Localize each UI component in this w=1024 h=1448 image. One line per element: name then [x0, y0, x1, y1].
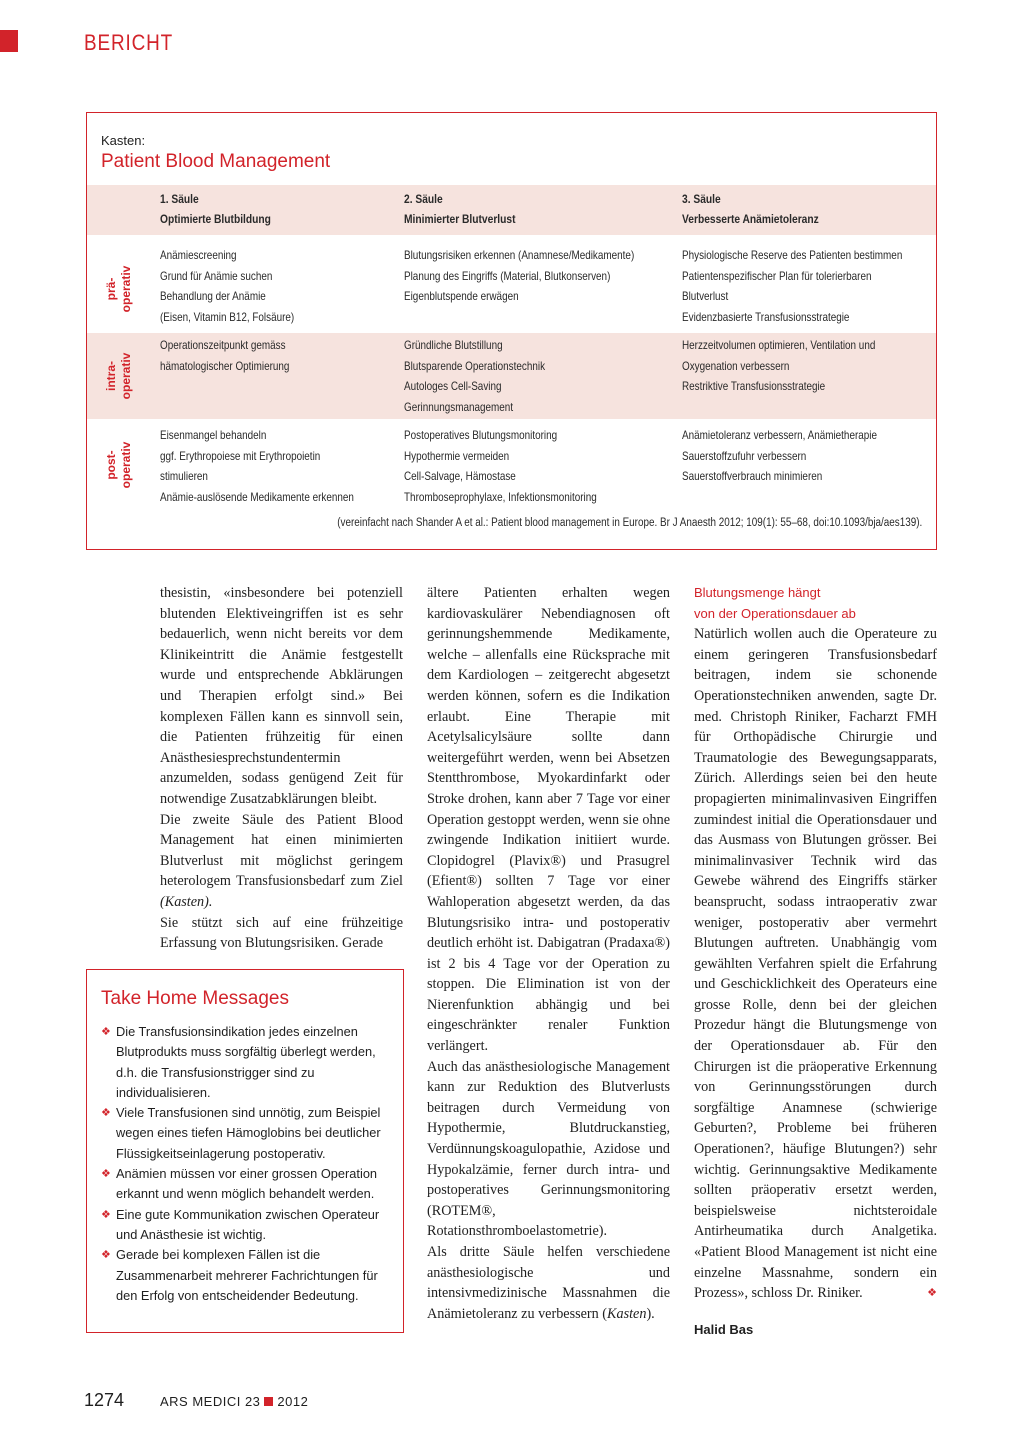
subheading: Blutungsmenge hängt von der Operationsdauer ab — [694, 585, 856, 621]
paragraph: Als dritte Säule helfen verschiedene anästhesiologische und intensivmedizinische Massnahmen die Anämietoleranz zu verbessern (Kasten). — [427, 1244, 670, 1322]
footer-journal: ARS MEDICI 23 2012 — [160, 1394, 309, 1409]
diamond-bullet-icon: ❖ — [101, 1249, 111, 1262]
table-cell: Physiologische Reserve des Patienten bestimmen Patientenspezifischer Plan für tolerierbaren Blutverlust Evidenzbasierte Transfusionsstrategie — [682, 248, 903, 324]
author-name: Halid Bas — [694, 1321, 754, 1337]
column-header-3: 3. Säule Verbesserte Anämietoleranz — [682, 192, 819, 226]
table-cell: Anämiescreening Grund für Anämie suchen Behandlung der Anämie (Eisen, Vitamin B12, Folsäure) — [160, 248, 295, 324]
table-cell: Herzzeitvolumen optimieren, Ventilation und Oxygenation verbessern Restriktive Transfusionsstrategie — [682, 338, 876, 394]
section-title: BERICHT — [84, 30, 174, 55]
list-item: ❖ Viele Transfusionen sind unnötig, zum Beispiel wegen eines tiefen Hämoglobins bei deutlicher Flüssigkeitseinlagerung postoperativ. — [101, 1105, 381, 1161]
table-cell: Eisenmangel behandeln ggf. Erythropoiese mit Erythropoietin stimulieren Anämie-auslösende Medikamente erkennen — [160, 428, 354, 504]
list-item: ❖ Anämien müssen vor einer grossen Operation erkannt und wenn möglich behandelt werden. — [101, 1166, 378, 1202]
table-cell: Operationszeitpunkt gemäss hämatologischer Optimierung — [160, 338, 290, 373]
footer-square-icon — [264, 1397, 273, 1406]
row-label-postoperativ: post- operativ — [104, 441, 133, 489]
row-divider — [87, 235, 936, 236]
row-divider — [87, 419, 936, 420]
paragraph: Natürlich wollen auch die Operateure zu einem geringeren Transfusionsbedarf beitragen, indem sie schonende Operationstechniken anwenden, sagte Dr. med. Christoph Riniker, Facharzt FMH für Orthopädische Chirurgie und Traumatologie des Bewegungsapparats, Zürich. Allerdings seien bei den heute propagierten minimalinvasiven Eingriffen zumindest initial die Operationsdauer und das Ausmass von Blutungen grösser. Bei minimalinvasiver Technik wird das Gewebe während des Eingriffs stärker beansprucht, sodass intraoperativ zwar weniger, postoperativ aber vermehrt Blutungen auftreten. Unabhängig vom gewählten Verfahren spielt die Erfahrung und Geschicklichkeit des Operateurs eine grosse Rolle, denn bei der gleichen Prozedur hängt die Blutungsmenge von der Operationsdauer ab. Für den Chirurgen ist die präoperative Erkennung von Gerinnungsstörungen durch sorgfältige Anamnese (schwierige Geburten?, Probleme bei früheren Operationen?, häufige Blutungen?) sehr wichtig. Gerinnungsaktive Medikamente sollten präoperativ ersetzt werden, beispielsweise nichtsteroidale Antirheumatika durch Analgetika. «Patient Blood Management ist nicht eine einzelne Massnahme, sondern ein Prozess», schloss Dr. Riniker. ❖ — [694, 624, 937, 1304]
list-item: ❖ Eine gute Kommunikation zwischen Operateur und Anästhesie ist wichtig. — [101, 1206, 380, 1242]
paragraph: Auch das anästhesiologische Management kann zur Reduktion des Blutverlusts beitragen durch Vermeidung von Hypothermie, Blutdruckanstieg, Verdünnungskoagulopathie, Azidose und Hypokalzämie, ferner durch intra- und postoperatives Gerinnungsmonitoring (ROTEM®, Rotationsthromboelastometrie). — [427, 1058, 670, 1240]
row-label-praeoperativ: prä- operativ — [104, 265, 133, 313]
diamond-bullet-icon: ❖ — [101, 1026, 111, 1038]
paragraph: thesistin, «insbesondere bei potenziell blutenden Elektiveingriffen ist es sehr bedauerlich, wenn nicht bereits vor dem Klinikeintritt die Anämie festgestellt wurde und entsprechende Abklärungen und Therapien erfolgt sind.» Bei komplexen Fällen kann es sinnvoll sein, die Patienten frühzeitig für einen Anästhesiesprechstundentermin anzumelden, sodass genügend Zeit für notwendige Zusatzabklärungen bleibt. — [160, 585, 403, 807]
column-header-2: 2. Säule Minimierter Blutverlust — [404, 192, 516, 226]
paragraph: Die zweite Säule des Patient Blood Management hat einen minimierten Blutverlust mit möglichst geringem heterologem Transfusionsbedarf zum Ziel (Kasten). — [160, 811, 403, 910]
box-title: Patient Blood Management — [101, 151, 331, 172]
table-cell: Gründliche Blutstillung Blutsparende Operationstechnik Autologes Cell-Saving Gerinnungsmanagement — [404, 338, 546, 414]
diamond-bullet-icon: ❖ — [101, 1168, 111, 1181]
article-column-3 — [694, 583, 937, 1340]
diamond-bullet-icon: ❖ — [101, 1208, 111, 1221]
take-home-messages-box — [86, 969, 404, 1333]
take-home-title: Take Home Messages — [101, 988, 289, 1009]
paragraph: Sie stützt sich auf eine frühzeitige Erfassung von Blutungsrisiken. Gerade — [160, 914, 403, 952]
box-source-citation: (vereinfacht nach Shander A et al.: Patient blood management in Europe. Br J Anaesth 2012; 109(1): 55–68, doi:10.1093/bja/aes139). — [336, 517, 922, 529]
column-header-1: 1. Säule Optimierte Blutbildung — [160, 192, 271, 226]
page-number: 1274 — [84, 1390, 125, 1410]
list-item: ❖ Gerade bei komplexen Fällen ist die Zusammenarbeit mehrerer Fachrichtungen für den Erfolg von entscheidender Bedeutung. — [101, 1247, 378, 1303]
paragraph: ältere Patienten erhalten wegen kardiovaskulärer Nebendiagnosen oft gerinnungshemmende Medikamente, welche – allenfalls eine Rücksprache mit dem Kardiologen – zeitgerecht abgesetzt werden können, sofern es die Indikation erlaubt. Eine Therapie mit Acetylsalicylsäure sollte dann weitergeführt werden, wenn bei Absetzen Stentthrombose, Myokardinfarkt oder Stroke drohen, kann aber 7 Tage vor einer Operation gestoppt werden, wenn sie ohne zwingende Indikation initiiert wurde. Clopidogrel (Plavix®) und Prasugrel (Efient®) sollten 7 Tage vor einer Wahloperation abgesetzt werden, da das Blutungsrisiko intra- und postoperativ deutlich erhöht ist. Dabigatran (Pradaxa®) ist 2 bis 4 Tage vor der Operation zu stoppen. Die Elimination ist von der Nierenfunktion abhängig und bei eingeschränkter renaler Funktion verlängert. — [427, 585, 670, 1055]
box-label: Kasten: — [101, 133, 146, 148]
end-mark-icon: ❖ — [927, 1287, 937, 1300]
row-label-intraoperativ: intra- operativ — [104, 352, 133, 400]
patient-blood-management-box — [86, 112, 937, 550]
header-accent-bar — [0, 30, 18, 52]
table-cell: Postoperatives Blutungsmonitoring Hypothermie vermeiden Cell-Salvage, Hämostase Thromboseprophylaxe, Infektionsmonitoring — [404, 428, 597, 504]
article-column-1 — [160, 583, 403, 954]
take-home-list — [101, 1022, 393, 1306]
diamond-bullet-icon: ❖ — [101, 1107, 111, 1120]
list-item: ❖ Die Transfusionsindikation jedes einzelnen Blutprodukts muss sorgfältig überlegt werden, d.h. die Transfusionstrigger sind zu individualisieren. — [101, 1024, 376, 1100]
table-cell: Anämietoleranz verbessern, Anämietherapie Sauerstoffzufuhr verbessern Sauerstoffverbrauch minimieren — [682, 428, 877, 484]
table-cell: Blutungsrisiken erkennen (Anamnese/Medikamente) Planung des Eingriffs (Material, Blutkonserven) Eigenblutspende erwägen — [404, 248, 635, 304]
article-column-2 — [427, 583, 670, 1324]
